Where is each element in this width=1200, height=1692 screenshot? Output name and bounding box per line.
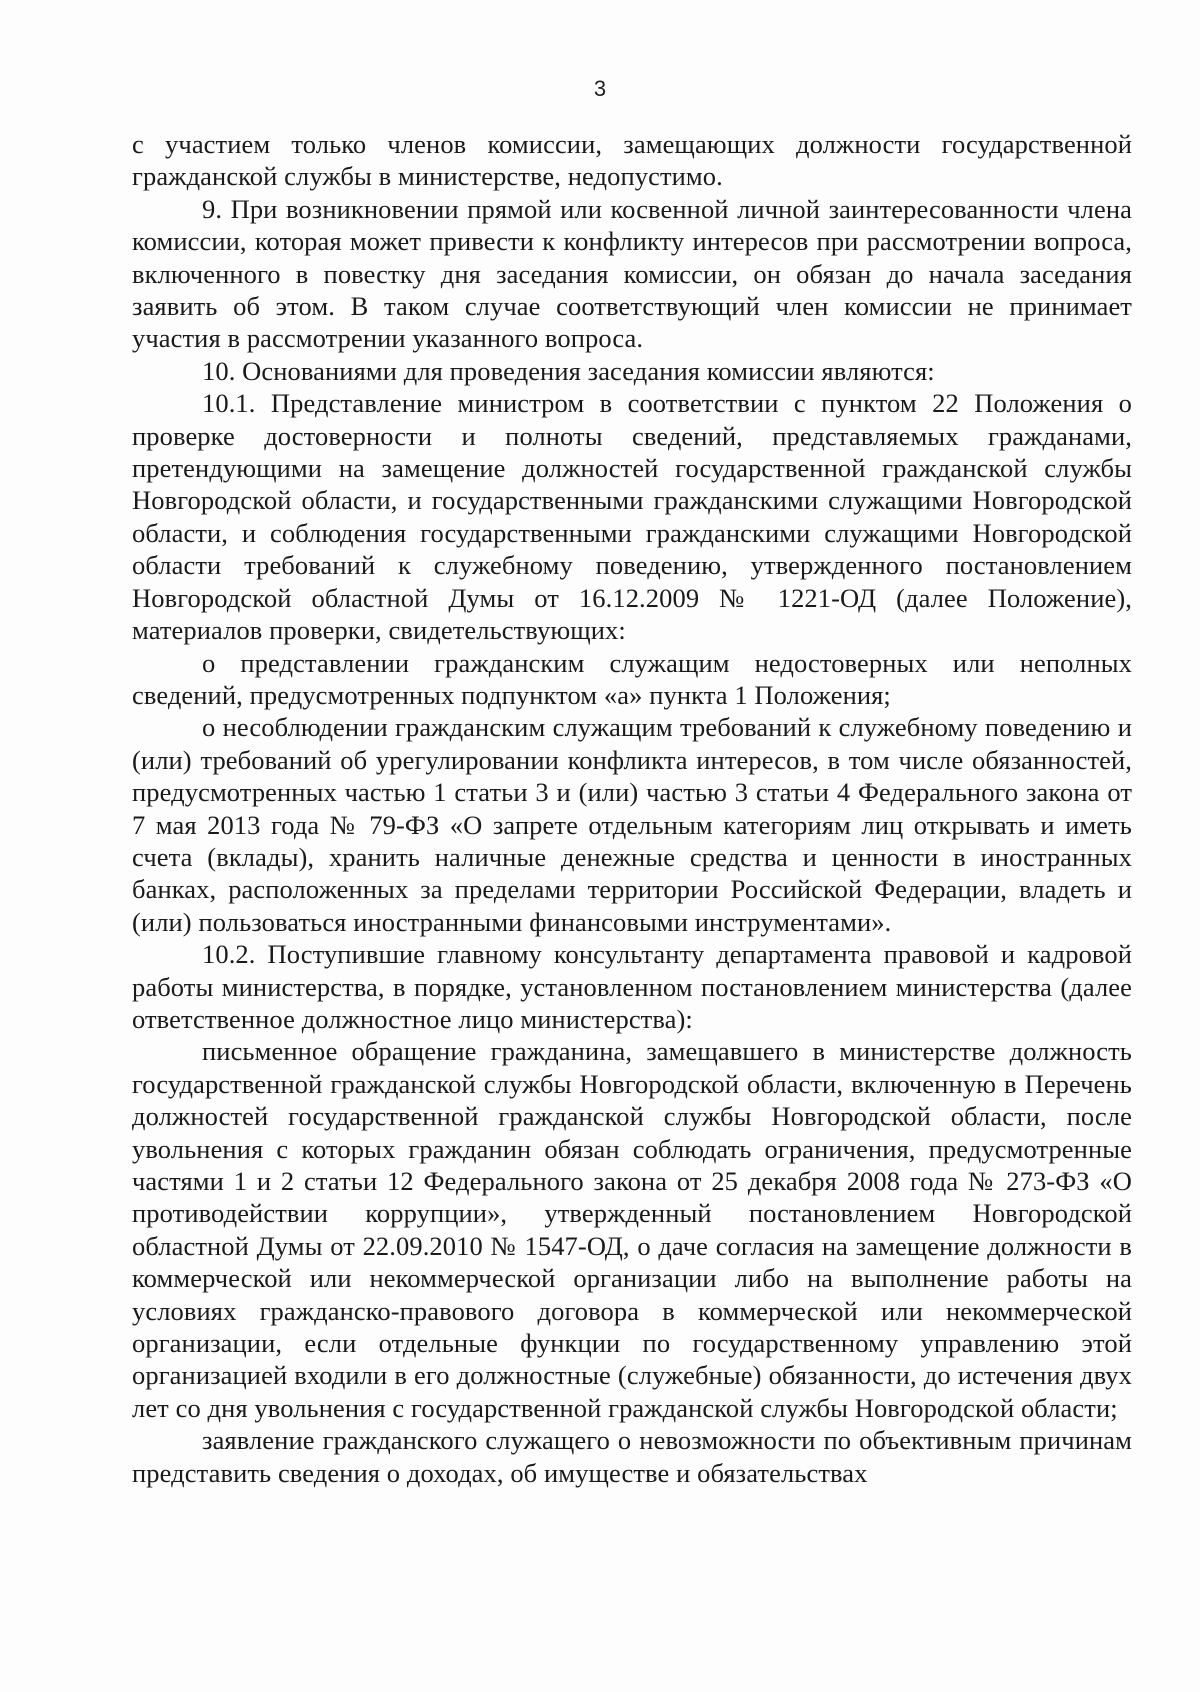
paragraph-subitem-false-info: о представлении гражданским служащим недостоверных или неполных сведений, предусмотренных подпунктом «а» пункта 1 Положения; xyxy=(132,647,1132,710)
paragraph-item-10-1: 10.1. Представление министром в соответствии с пунктом 22 Положения о проверке достоверности и полноты сведений, представляемых гражданами, претендующими на замещение должностей государственной гражданской службы Новгородской области, и государственными гражданскими служащими Новгородской области, и соблюдения государственными гражданскими служащими Новгородской области требований к служебному поведению, утвержденного постановлением Новгородской областной Думы от 16.12.2009 № 1221-ОД (далее Положение), материалов проверки, свидетельствующих: xyxy=(132,388,1132,646)
paragraph-item-10-2: 10.2. Поступившие главному консультанту департамента правовой и кадровой работы министерства, в порядке, установленном постановлением министерства (далее ответственное должностное лицо министерства): xyxy=(132,939,1132,1034)
paragraph-subitem-statement: заявление гражданского служащего о невозможности по объективным причинам представить сведения о доходах, об имуществе и обязательствах xyxy=(132,1425,1132,1488)
page-number: 3 xyxy=(593,76,607,101)
paragraph-item-9: 9. При возникновении прямой или косвенной личной заинтересованности члена комиссии, которая может привести к конфликту интересов при рассмотрении вопроса, включенного в повестку дня заседания комиссии, он обязан до начала заседания заявить об этом. В таком случае соответствующий член комиссии не принимает участия в рассмотрении указанного вопроса. xyxy=(132,193,1132,354)
paragraph-subitem-written-appeal: письменное обращение гражданина, замещавшего в министерстве должность государственной гражданской службы Новгородской области, включенную в Перечень должностей государственной гражданской службы Новгородской области, после увольнения с которых гражданин обязан соблюдать ограничения, предусмотренные частями 1 и 2 статьи 12 Федерального закона от 25 декабря 2008 года № 273-ФЗ «О противодействии коррупции», утвержденный постановлением Новгородской областной Думы от 22.09.2010 № 1547-ОД, о даче согласия на замещение должности в коммерческой или некоммерческой организации либо на выполнение работы на условиях гражданско-правового договора в коммерческой или некоммерческой организации, если отдельные функции по государственному управлению этой организацией входили в его должностные (служебные) обязанности, до истечения двух лет со дня увольнения с государственной гражданской службы Новгородской области; xyxy=(132,1036,1132,1423)
document-body xyxy=(132,128,1132,1489)
paragraph-subitem-noncompliance: о несоблюдении гражданским служащим требований к служебному поведению и (или) требований об урегулировании конфликта интересов, в том числе обязанностей, предусмотренных частью 1 статьи 3 и (или) частью 3 статьи 4 Федерального закона от 7 мая 2013 года № 79-ФЗ «О запрете отдельным категориям лиц открывать и иметь счета (вклады), хранить наличные денежные средства и ценности в иностранных банках, расположенных за пределами территории Российской Федерации, владеть и (или) пользоваться иностранными финансовыми инструментами». xyxy=(132,712,1132,937)
paragraph-item-10: 10. Основаниями для проведения заседания комиссии являются: xyxy=(202,355,935,386)
paragraph-continuation: с участием только членов комиссии, замещающих должности государственной гражданской службы в министерстве, недопустимо. xyxy=(132,129,1132,192)
